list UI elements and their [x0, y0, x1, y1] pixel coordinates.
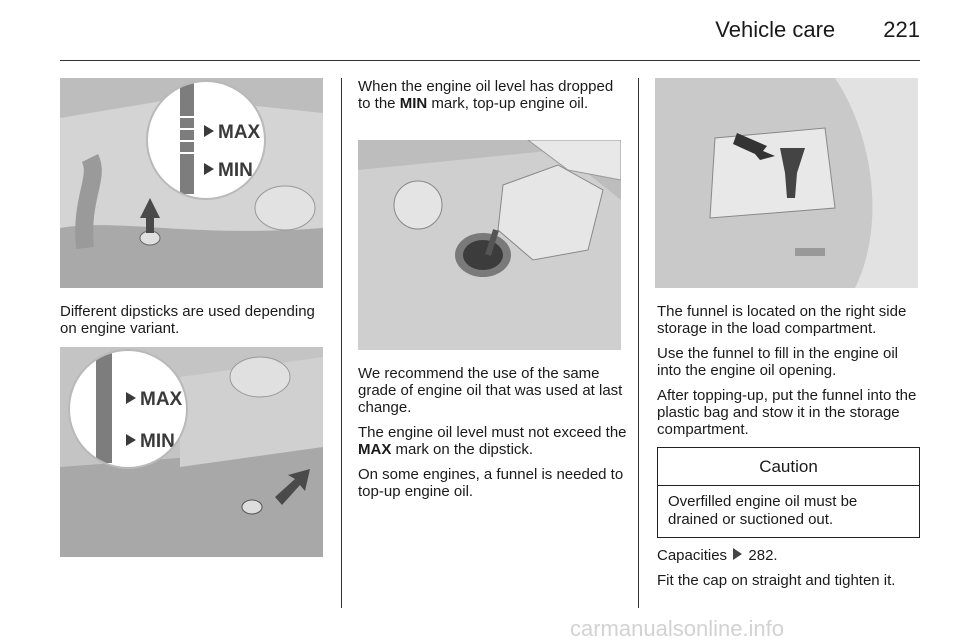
min-label: MIN: [126, 431, 175, 453]
caution-text: Overfilled engine oil must be drained or suctioned out.: [668, 493, 858, 528]
engine-dipstick-photo-1: [60, 78, 323, 288]
funnel-needed-text: On some engines, a funnel is needed to top-up engine oil.: [358, 466, 624, 500]
dipstick-callout-2: [68, 349, 188, 469]
page-number: 221: [883, 17, 920, 42]
caution-box: [657, 447, 920, 538]
dipstick-icon: [180, 80, 194, 194]
capacities-reference: Capacities 282.: [657, 547, 778, 564]
cap-instruction-text: Fit the cap on straight and tighten it.: [657, 572, 896, 589]
max-label: MAX: [126, 389, 182, 411]
oil-topup-illustration: [358, 140, 621, 350]
dipstick-callout-1: [146, 80, 266, 200]
dipstick-variant-text: Different dipsticks are used depending on engine variant.: [60, 303, 315, 337]
column-divider-1: [341, 78, 342, 608]
load-compartment-illustration: [655, 78, 918, 288]
oil-grade-text: We recommend the use of the same grade of engine oil that was used at last change.: [358, 365, 623, 416]
section-title: Vehicle care: [715, 17, 836, 42]
funnel-location-text: The funnel is located on the right side storage in the load compartment.: [657, 303, 907, 337]
oil-topup-photo: [358, 140, 621, 350]
header-rule: [60, 60, 920, 61]
page-reference-icon: [733, 548, 742, 560]
col3-text-bottom: [657, 547, 922, 597]
col2-text-top: [358, 78, 628, 120]
caution-title: Caution: [658, 448, 919, 486]
max-label: MAX: [204, 122, 260, 144]
page-header: [715, 17, 920, 43]
max-limit-text: The engine oil level must not exceed the MAX mark on the dipstick.: [358, 424, 627, 458]
col1-text: [60, 303, 325, 345]
min-label: MIN: [204, 160, 253, 182]
funnel-use-text: Use the funnel to fill in the engine oil into the engine oil opening.: [657, 345, 898, 379]
dipstick-icon: [96, 349, 112, 463]
col2-text-bottom: [358, 365, 628, 508]
funnel-storage-photo: [655, 78, 918, 288]
col3-text: [657, 303, 922, 446]
watermark: carmanualsonline.info: [570, 616, 785, 641]
funnel-stow-text: After topping-up, put the funnel into the plastic bag and stow it in the storage compartment.: [657, 387, 917, 438]
min-topup-text: When the engine oil level has dropped to the MIN mark, top-up engine oil.: [358, 78, 614, 112]
column-divider-2: [638, 78, 639, 608]
engine-dipstick-photo-2: [60, 347, 323, 557]
